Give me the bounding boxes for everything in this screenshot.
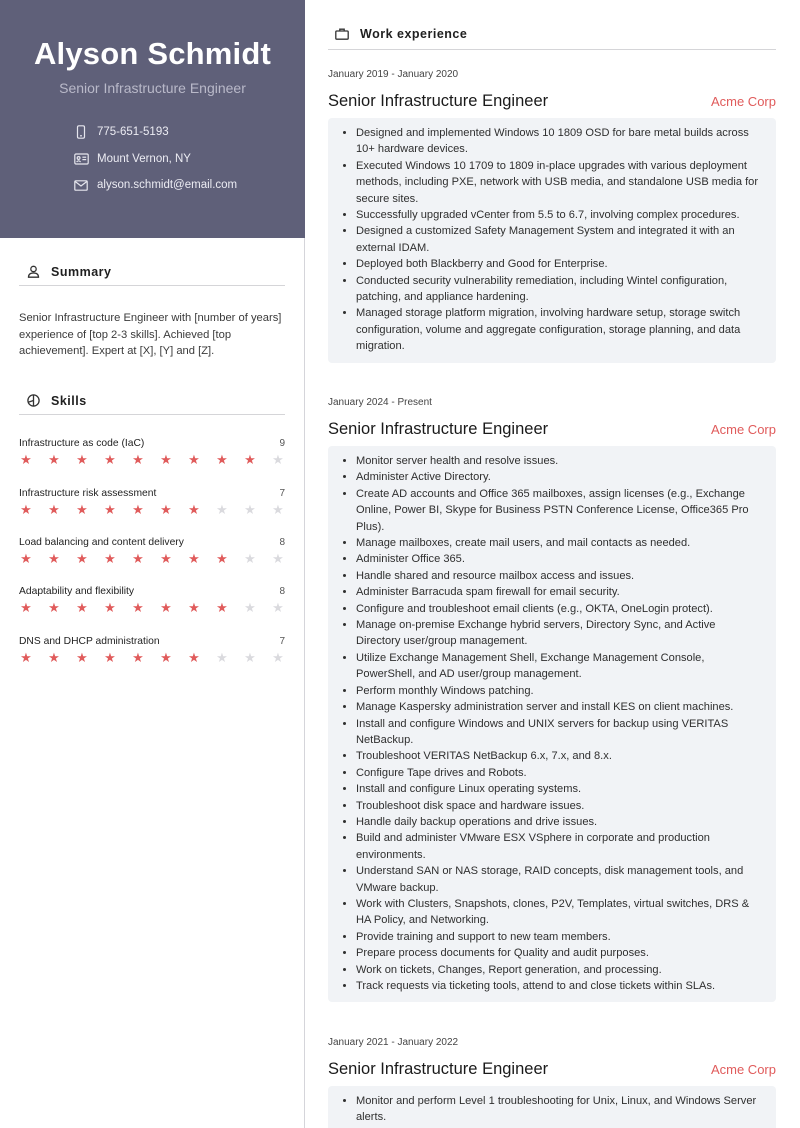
star-icon: ★: [244, 552, 256, 567]
star-icon: ★: [272, 552, 284, 567]
skill-item: [19, 488, 285, 517]
job-entry: [328, 397, 776, 1002]
job-bullet: • Monitor and perform Level 1 troubleshooting for Unix, Linux, and Windows Server alerts.: [356, 1093, 760, 1126]
skill-level: 7: [279, 636, 285, 647]
star-icon: ★: [160, 453, 172, 468]
star-icon: ★: [188, 601, 200, 616]
job-dates: January 2019 - January 2020: [328, 69, 459, 80]
job-bullet: • Provide training and support to new team members.: [356, 929, 760, 945]
job-entry: [328, 1037, 776, 1128]
star-icon: ★: [132, 453, 144, 468]
star-icon: ★: [76, 503, 88, 518]
skill-item: [19, 537, 285, 566]
star-icon: ★: [76, 552, 88, 567]
job-bullet: • Configure Tape drives and Robots.: [356, 765, 760, 781]
star-icon: ★: [188, 651, 200, 666]
star-icon: ★: [216, 453, 228, 468]
job-bullet: • Administer Office 365.: [356, 551, 760, 567]
star-icon: ★: [272, 503, 284, 518]
job-bullet: • Prepare process documents for Quality and audit purposes.: [356, 945, 760, 961]
job-bullet: • Handle shared and resource mailbox access and issues.: [356, 568, 760, 584]
star-icon: ★: [48, 601, 60, 616]
summary-text: Senior Infrastructure Engineer with [number of years] experience of [top 2-3 skills]. Achieved [top achievement]. Expert at [X], [Y] and [Z].: [19, 312, 282, 358]
job-company: Acme Corp: [710, 94, 776, 109]
job-bullet: • Manage on-premise Exchange hybrid servers, Directory Sync, and Active Directory user/group management.: [356, 617, 760, 650]
star-icon: ★: [272, 651, 284, 666]
job-role: Senior Infrastructure Engineer: [328, 1060, 549, 1078]
star-icon: ★: [104, 453, 116, 468]
star-icon: ★: [104, 601, 116, 616]
star-icon: ★: [244, 601, 256, 616]
address-card-icon: [73, 151, 89, 167]
star-icon: ★: [20, 453, 32, 468]
work-title: Work experience: [360, 26, 468, 41]
job-bullet: • Administer Active Directory.: [356, 469, 760, 485]
phone-icon: [73, 124, 89, 140]
skill-rating: [19, 454, 285, 467]
star-icon: ★: [132, 651, 144, 666]
skill-name: Infrastructure as code (IaC): [19, 438, 145, 449]
job-bullet: • Perform monthly Windows patching.: [356, 683, 760, 699]
skills-title: Skills: [51, 393, 87, 408]
star-icon: ★: [48, 552, 60, 567]
job-dates: January 2024 - Present: [328, 397, 432, 408]
job-bullet: • Administer Barracuda spam firewall for email security.: [356, 584, 760, 600]
skill-rating: [19, 602, 285, 615]
job-entry: [328, 69, 776, 363]
contact-email[interactable]: [73, 177, 237, 193]
summary-heading: [19, 258, 285, 286]
star-icon: ★: [48, 651, 60, 666]
job-bullet: • Designed and implemented Windows 10 1809 OSD for bare metal builds across 10+ hardware devices.: [356, 125, 760, 158]
job-bullet: • Work on tickets, Changes, Report generation, and processing.: [356, 962, 760, 978]
job-bullet: • Install and configure Windows and UNIX servers for backup using VERITAS NetBackup.: [356, 716, 760, 749]
star-icon: ★: [216, 503, 228, 518]
star-icon: ★: [76, 453, 88, 468]
job-bullet: • Build and administer VMware ESX VSphere in corporate and production environments.: [356, 830, 760, 863]
skill-rating: [19, 504, 285, 517]
job-bullet: • Executed Windows 10 1709 to 1809 in-place upgrades with various deployment methods, including PXE, network with USB media, and standalone USB media for secure sites.: [356, 158, 760, 207]
star-icon: ★: [104, 552, 116, 567]
star-icon: ★: [244, 453, 256, 468]
skill-name: Adaptability and flexibility: [19, 586, 135, 597]
job-bullets: [356, 125, 760, 355]
skill-rating: [19, 553, 285, 566]
skill-rating: [19, 652, 285, 665]
star-icon: ★: [216, 651, 228, 666]
skill-item: [19, 438, 285, 467]
job-bullet: • Manage mailboxes, create mail users, and mail contacts as needed.: [356, 535, 760, 551]
star-icon: ★: [104, 503, 116, 518]
star-icon: ★: [20, 651, 32, 666]
star-icon: ★: [244, 651, 256, 666]
job-bullet: • Successfully upgraded vCenter from 5.5 to 6.7, involving complex procedures.: [356, 207, 760, 223]
star-icon: ★: [160, 503, 172, 518]
star-icon: ★: [188, 453, 200, 468]
job-bullets: [356, 1093, 760, 1126]
job-bullet: • Designed a customized Safety Management System and integrated it with an external IDAM.: [356, 223, 760, 256]
job-company: Acme Corp: [710, 422, 776, 437]
skill-item: [19, 636, 285, 665]
job-bullet: • Create AD accounts and Office 365 mailboxes, assign licenses (e.g., Exchange Online, Power BI, Skype for Business PSTN Conference License, Office365 Pro Plus).: [356, 486, 760, 535]
star-icon: ★: [20, 552, 32, 567]
job-bullet: • Troubleshoot disk space and hardware issues.: [356, 798, 760, 814]
job-bullet: • Managed storage platform migration, involving hardware setup, storage switch configuration, volume and aggregate configuration, storage planning, and data migration.: [356, 305, 760, 354]
star-icon: ★: [48, 503, 60, 518]
briefcase-icon: [334, 26, 350, 42]
job-company: Acme Corp: [710, 1062, 776, 1077]
job-bullet: • Understand SAN or NAS storage, RAID concepts, disk management tools, and VMware backup.: [356, 863, 760, 896]
user-icon: [25, 264, 41, 280]
star-icon: ★: [132, 601, 144, 616]
location-text: Mount Vernon, NY: [97, 153, 191, 165]
job-bullet: • Deployed both Blackberry and Good for Enterprise.: [356, 256, 760, 272]
star-icon: ★: [188, 503, 200, 518]
email-text[interactable]: alyson.schmidt@email.com: [97, 179, 238, 191]
person-name: Alyson Schmidt: [33, 36, 272, 71]
job-bullet: • Work with Clusters, Snapshots, clones, P2V, Templates, virtual switches, DRS & HA Policy, and Networking.: [356, 896, 760, 929]
contact-phone: [73, 124, 169, 140]
skill-level: 9: [279, 438, 285, 449]
column-divider: [304, 238, 305, 1128]
work-heading: [328, 18, 776, 50]
profile-header: [0, 0, 305, 238]
skill-item: [19, 586, 285, 615]
star-icon: ★: [160, 552, 172, 567]
star-icon: ★: [188, 552, 200, 567]
star-icon: ★: [104, 651, 116, 666]
job-role: Senior Infrastructure Engineer: [328, 92, 549, 110]
job-bullet: • Manage Kaspersky administration server and install KES on client machines.: [356, 699, 760, 715]
skill-name: Load balancing and content delivery: [19, 537, 184, 548]
star-icon: ★: [20, 503, 32, 518]
star-icon: ★: [216, 552, 228, 567]
job-bullet: • Handle daily backup operations and drive issues.: [356, 814, 760, 830]
star-icon: ★: [216, 601, 228, 616]
job-details: [328, 446, 776, 1002]
skill-name: Infrastructure risk assessment: [19, 488, 157, 499]
star-icon: ★: [272, 453, 284, 468]
star-icon: ★: [132, 552, 144, 567]
skill-level: 8: [279, 586, 285, 597]
star-icon: ★: [20, 601, 32, 616]
job-bullet: • Monitor server health and resolve issues.: [356, 453, 760, 469]
star-icon: ★: [76, 601, 88, 616]
star-icon: ★: [160, 651, 172, 666]
phone-text: 775-651-5193: [97, 126, 169, 138]
job-details: [328, 118, 776, 363]
job-bullets: [356, 453, 760, 994]
skill-name: DNS and DHCP administration: [19, 636, 160, 647]
skills-heading: [19, 387, 285, 415]
job-role: Senior Infrastructure Engineer: [328, 420, 549, 438]
pie-chart-icon: [25, 393, 41, 409]
star-icon: ★: [160, 601, 172, 616]
star-icon: ★: [132, 503, 144, 518]
job-bullet: • Utilize Exchange Management Shell, Exchange Management Console, PowerShell, and AD user/group management.: [356, 650, 760, 683]
skill-level: 8: [279, 537, 285, 548]
contact-location: [73, 151, 191, 167]
star-icon: ★: [76, 651, 88, 666]
job-bullet: • Troubleshoot VERITAS NetBackup 6.x, 7.x, and 8.x.: [356, 748, 760, 764]
skill-level: 7: [279, 488, 285, 499]
job-details: [328, 1086, 776, 1128]
job-bullet: • Configure and troubleshoot email clients (e.g., OKTA, OneLogin protect).: [356, 601, 760, 617]
person-title: Senior Infrastructure Engineer: [59, 80, 246, 96]
job-bullet: • Conducted security vulnerability remediation, including Wintel configuration, patching, and appliance hardening.: [356, 273, 760, 306]
job-bullet: • Install and configure Linux operating systems.: [356, 781, 760, 797]
mail-icon: [73, 177, 89, 193]
star-icon: ★: [48, 453, 60, 468]
star-icon: ★: [272, 601, 284, 616]
job-bullet: • Track requests via ticketing tools, attend to and close tickets within SLAs.: [356, 978, 760, 994]
left-column: [0, 0, 305, 1128]
star-icon: ★: [244, 503, 256, 518]
job-dates: January 2021 - January 2022: [328, 1037, 459, 1048]
summary-title: Summary: [51, 264, 112, 279]
